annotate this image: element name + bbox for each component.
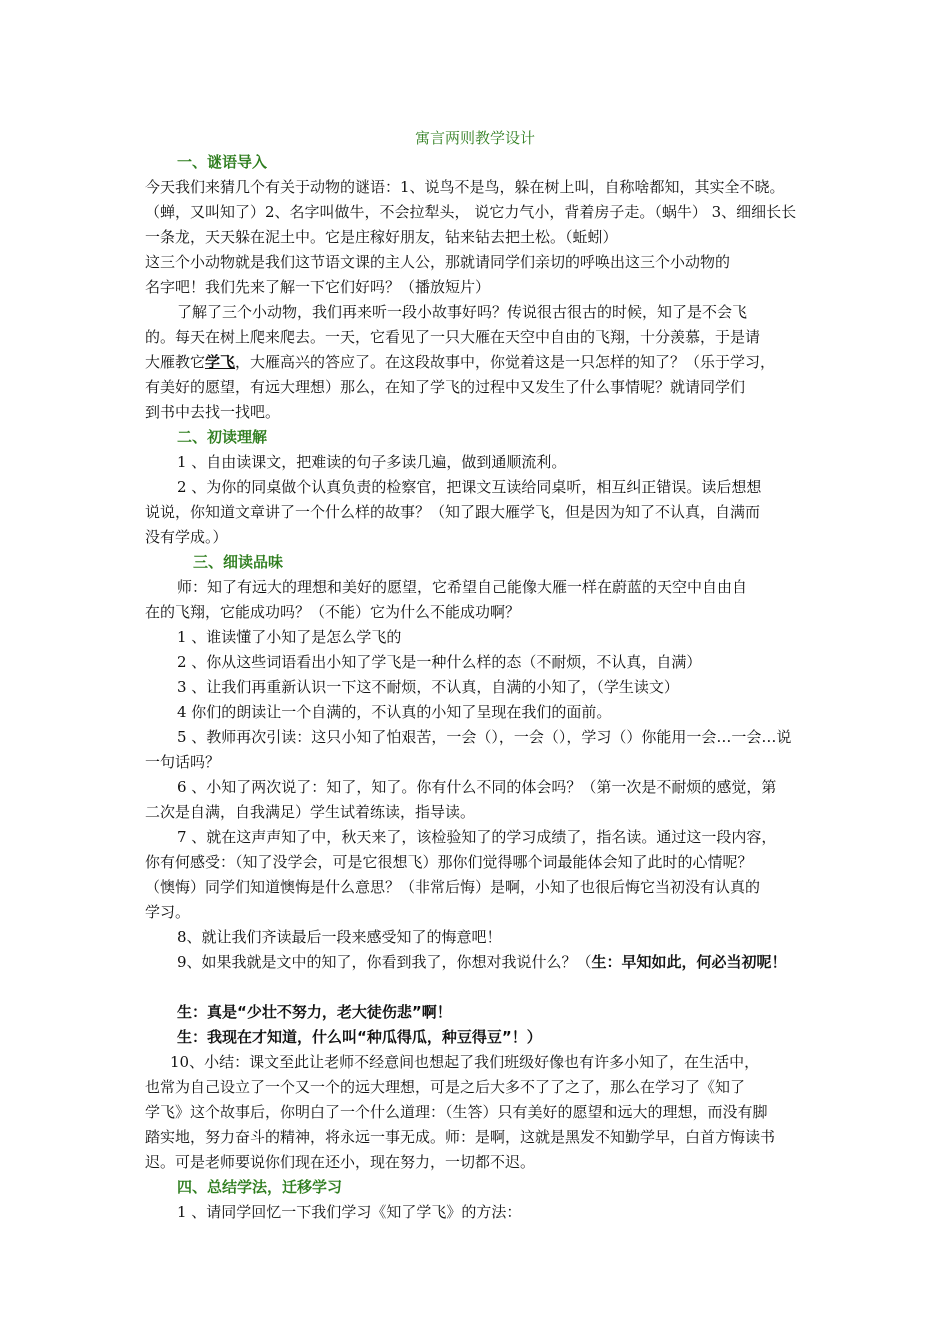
paragraph-line: 5 、教师再次引读：这只小知了怕艰苦，一会（），一会（），学习（）你能用一会…一会…说 <box>177 728 792 746</box>
text-segment: ，大雁高兴的答应了。在这段故事中，你觉着这是一只怎样的知了？（乐于学习， <box>235 353 776 371</box>
paragraph-line: 一条龙，天天躲在泥土中。它是庄稼好朋友，钻来钻去把土松。（蚯蚓） <box>145 228 618 246</box>
paragraph-line: 1 、谁读懂了小知了是怎么学飞的 <box>177 628 402 646</box>
paragraph-line: 学飞》这个故事后，你明白了一个什么道理：（生答）只有美好的愿望和远大的理想，而没有脚 <box>145 1103 768 1121</box>
student-answer: 生：早知如此，何必当初呢！ <box>591 953 787 971</box>
paragraph-line: 的。每天在树上爬来爬去。一天，它看见了一只大雁在天空中自由的飞翔，十分羡慕，于是请 <box>145 328 761 346</box>
section-heading-1: 一、谜语导入 <box>177 153 268 171</box>
paragraph-line: 今天我们来猜几个有关于动物的谜语：1、说鸟不是鸟，躲在树上叫，自称啥都知，其实全不晓。 <box>145 178 785 196</box>
paragraph-line: 1 、自由读课文，把难读的句子多读几遍，做到通顺流利。 <box>177 453 567 471</box>
paragraph-line: 在的飞翔，它能成功吗？（不能）它为什么不能成功啊？ <box>145 603 521 621</box>
section-heading-3: 三、细读品味 <box>193 553 284 571</box>
paragraph-line: 这三个小动物就是我们这节语文课的主人公，那就请同学们亲切的呼唤出这三个小动物的 <box>145 253 731 271</box>
paragraph-line: 二次是自满，自我满足）学生试着练读，指导读。 <box>145 803 476 821</box>
student-answer: 生：我现在才知道，什么叫“种瓜得瓜，种豆得豆”！） <box>177 1028 542 1046</box>
paragraph-line: 1 、请同学回忆一下我们学习《知了学飞》的方法： <box>177 1203 522 1221</box>
emphasized-word: 学飞 <box>205 353 236 371</box>
paragraph-line-with-answer <box>177 952 787 972</box>
paragraph-line: 师：知了有远大的理想和美好的愿望，它希望自己能像大雁一样在蔚蓝的天空中自由自 <box>177 578 748 596</box>
paragraph-line: 一句话吗？ <box>145 753 221 771</box>
paragraph-line: 3 、让我们再重新认识一下这不耐烦，不认真，自满的小知了，（学生读文） <box>177 678 679 696</box>
paragraph-line: 2 、为你的同桌做个认真负责的检察官，把课文互读给同桌听，相互纠正错误。读后想想 <box>177 478 762 496</box>
paragraph-line: 8、就让我们齐读最后一段来感受知了的悔意吧！ <box>177 928 502 946</box>
paragraph-line: 说说，你知道文章讲了一个什么样的故事？（知了跟大雁学飞，但是因为知了不认真，自满而 <box>145 503 761 521</box>
paragraph-line: 你有何感受：（知了没学会，可是它很想飞）那你们觉得哪个词最能体会知了此时的心情呢？ <box>145 853 753 871</box>
paragraph-line: 踏实地，努力奋斗的精神，将永远一事无成。师：是啊，这就是黑发不知勤学早，白首方悔读书 <box>145 1128 776 1146</box>
paragraph-line: 学习。 <box>145 903 191 921</box>
student-answer: 生：真是“少壮不努力，老大徒伤悲”啊！ <box>177 1003 452 1021</box>
section-heading-4: 四、总结学法，迁移学习 <box>177 1178 343 1196</box>
paragraph-line: 10、小结：课文至此让老师不经意间也想起了我们班级好像也有许多小知了，在生活中， <box>170 1053 760 1071</box>
paragraph-line-with-emphasis <box>145 352 775 372</box>
paragraph-line: （蝉，又叫知了）2、名字叫做牛，不会拉犁头， 说它力气小，背着房子走。（蜗牛） 3、细细长长 <box>145 203 797 221</box>
paragraph-line: 到书中去找一找吧。 <box>145 403 281 421</box>
paragraph-line: 没有学成。） <box>145 528 228 546</box>
paragraph-line: 有美好的愿望，有远大理想）那么，在知了学飞的过程中又发生了什么事情呢？就请同学们 <box>145 378 746 396</box>
paragraph-line: 7 、就在这声声知了中，秋天来了，该检验知了的学习成绩了，指名读。通过这一段内容， <box>177 828 777 846</box>
paragraph-line: 6 、小知了两次说了：知了，知了。你有什么不同的体会吗？（第一次是不耐烦的感觉，第 <box>177 778 777 796</box>
text-segment: 大雁教它 <box>145 353 206 371</box>
paragraph-line: （懊悔）同学们知道懊悔是什么意思？（非常后悔）是啊，小知了也很后悔它当初没有认真的 <box>145 878 761 896</box>
paragraph-line: 了解了三个小动物，我们再来听一段小故事好吗？传说很古很古的时候，知了是不会飞 <box>177 303 748 321</box>
section-heading-2: 二、初读理解 <box>177 428 268 446</box>
paragraph-line: 也常为自己设立了一个又一个的远大理想，可是之后大多不了了之了，那么在学习了《知了 <box>145 1078 746 1096</box>
paragraph-line: 2 、你从这些词语看出小知了学飞是一种什么样的态（不耐烦，不认真，自满） <box>177 653 702 671</box>
paragraph-line: 名字吧！我们先来了解一下它们好吗？（播放短片） <box>145 278 491 296</box>
document-title: 寓言两则教学设计 <box>414 129 535 147</box>
paragraph-line: 迟。可是老师要说你们现在还小，现在努力，一切都不迟。 <box>145 1153 536 1171</box>
paragraph-line: 4 你们的朗读让一个自满的，不认真的小知了呈现在我们的面前。 <box>177 703 612 721</box>
text-segment: 9、如果我就是文中的知了，你看到我了，你想对我说什么？（ <box>177 953 592 971</box>
